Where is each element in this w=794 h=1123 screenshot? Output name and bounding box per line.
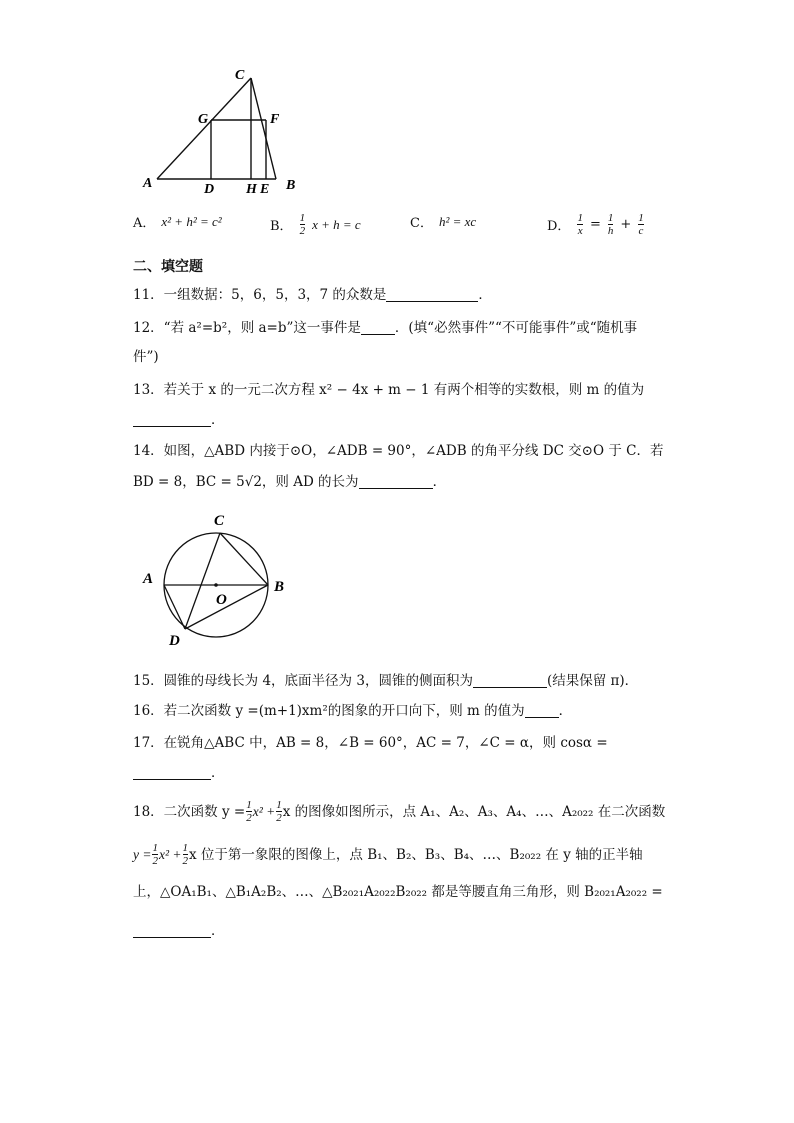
question-18-line4 xyxy=(133,921,225,941)
q14-text: BD = 8，BC = 5√2，则 AD 的长为 xyxy=(133,474,359,490)
q12-text-end: ．(填“必然事件”“不可能事件”或“随机事 xyxy=(394,320,638,336)
q18-line2-mid1: x² + xyxy=(158,846,182,862)
question-14-line1: 14．如图，△ABD 内接于⊙O，∠ADB = 90°，∠ADB 的角平分线 DC 交⊙O 于 C．若 xyxy=(133,443,664,459)
option-d-frac1 xyxy=(577,212,583,237)
q18-end: ． xyxy=(211,923,225,939)
triangle-figure xyxy=(140,62,310,202)
question-11 xyxy=(133,285,492,305)
question-17-line2 xyxy=(133,763,225,783)
option-d-frac3 xyxy=(638,212,644,237)
option-d-frac3-den: c xyxy=(638,225,644,237)
q18-frac3-den: 2 xyxy=(152,855,158,867)
question-18-line1 xyxy=(133,799,665,824)
label-d: D xyxy=(204,182,215,197)
q18-frac4 xyxy=(183,842,189,867)
q18-line2-mid2: x 位于第一象限的图像上，点 B₁、B₂、B₃、B₄、…、B₂₀₂₂ 在 y 轴的正半轴 xyxy=(189,846,643,863)
q18-frac3 xyxy=(152,842,158,867)
label-a: A xyxy=(143,176,153,191)
label-a2: A xyxy=(143,571,154,587)
center-point xyxy=(214,583,218,587)
option-d-frac2-den: h xyxy=(607,225,614,237)
q11-text: 11．一组数据：5，6，5，3，7 的众数是 xyxy=(133,287,387,303)
option-b-fraction xyxy=(300,212,306,237)
option-d-eq: = xyxy=(589,217,601,232)
q18-frac1-num: 1 xyxy=(246,799,252,811)
option-d-letter: D． xyxy=(547,219,571,234)
question-13-line1: 13．若关于 x 的一元二次方程 x² − 4x + m − 1 有两个相等的实数根，则 m 的值为 xyxy=(133,382,645,398)
question-13-line2 xyxy=(133,410,225,430)
side-cb xyxy=(251,78,276,179)
q18-frac1-den: 2 xyxy=(246,812,252,824)
question-17-line1: 17．在锐角△ABC 中，AB = 8，∠B = 60°，AC = 7，∠C = α，则 cosα = xyxy=(133,735,608,751)
option-b-letter: B． xyxy=(270,219,293,234)
label-f: F xyxy=(270,112,280,127)
q15-blank xyxy=(473,673,547,688)
q18-frac4-den: 2 xyxy=(182,855,189,867)
q18-frac4-num: 1 xyxy=(182,842,189,854)
question-12-line1 xyxy=(133,318,637,338)
q14-blank xyxy=(359,474,433,489)
circle-figure xyxy=(138,505,298,655)
q12-text: 12．“若 a²=b²，则 a=b”这一事件是 xyxy=(133,320,361,336)
option-d-plus: + xyxy=(620,217,632,232)
option-d-frac2-num: 1 xyxy=(607,212,614,224)
option-a-letter: A． xyxy=(133,216,156,231)
option-b-num: 1 xyxy=(299,212,306,224)
label-d2: D xyxy=(169,633,180,649)
label-g: G xyxy=(198,112,209,127)
option-d-frac1-num: 1 xyxy=(577,212,583,224)
q18-frac2 xyxy=(276,799,282,824)
q15-text: 15．圆锥的母线长为 4，底面半径为 3，圆锥的侧面积为 xyxy=(133,673,473,689)
option-a xyxy=(133,212,222,231)
option-d-frac2 xyxy=(608,212,614,237)
question-15 xyxy=(133,671,638,691)
label-c2: C xyxy=(214,513,225,529)
q18-frac2-num: 1 xyxy=(276,799,282,811)
q16-end: ． xyxy=(558,703,573,719)
q17-end: ． xyxy=(211,765,225,781)
label-h: H xyxy=(246,182,257,197)
q15-end: (结果保留 π)． xyxy=(546,673,639,689)
option-c-letter: C． xyxy=(410,216,433,231)
label-b2: B xyxy=(274,579,285,595)
label-o: O xyxy=(216,592,227,608)
q16-text: 16．若二次函数 y =(m+1)xm²的图象的开口向下，则 m 的值为 xyxy=(133,703,525,719)
q14-end: ． xyxy=(432,474,447,490)
question-16 xyxy=(133,701,572,721)
q18-line1-pre: 18．二次函数 y = xyxy=(133,803,246,820)
q13-blank xyxy=(133,412,211,427)
side-ac xyxy=(157,78,251,179)
option-c xyxy=(410,212,476,231)
option-c-expr: h² = xc xyxy=(438,213,477,229)
option-a-expr: x² + h² = c² xyxy=(161,213,222,229)
q18-line1-mid1: x² + xyxy=(252,803,276,819)
q17-blank xyxy=(133,765,211,780)
option-d-frac3-num: 1 xyxy=(638,212,644,224)
option-b-expr: x + h = c xyxy=(312,216,361,232)
option-b xyxy=(270,212,361,237)
q18-frac2-den: 2 xyxy=(276,812,282,824)
q16-blank xyxy=(525,703,559,718)
q18-frac3-num: 1 xyxy=(152,842,158,854)
option-d xyxy=(547,212,645,237)
label-e: E xyxy=(260,182,270,197)
question-12-line2: 件”) xyxy=(133,349,159,365)
q11-blank xyxy=(386,287,478,302)
label-b: B xyxy=(286,178,296,193)
q13-end: ． xyxy=(211,412,225,428)
q18-line2-pre: y = xyxy=(133,846,152,862)
q12-blank xyxy=(361,320,395,335)
question-18-line2 xyxy=(133,842,643,867)
chord-dc xyxy=(185,533,220,629)
q18-frac1 xyxy=(246,799,252,824)
q11-end: ． xyxy=(478,287,492,303)
option-b-den: 2 xyxy=(299,225,306,237)
q18-line1-mid2: x 的图像如图所示，点 A₁、A₂、A₃、A₄、…、A₂₀₂₂ 在二次函数 xyxy=(282,803,666,820)
question-18-line3: 上，△OA₁B₁、△B₁A₂B₂、…、△B₂₀₂₁A₂₀₂₂B₂₀₂₂ 都是等腰直角三角形，则 B₂₀₂₁A₂₀₂₂ = xyxy=(133,884,663,900)
q18-blank xyxy=(133,923,211,938)
option-d-frac1-den: x xyxy=(577,225,583,237)
question-14-line2 xyxy=(133,472,446,492)
section-title: 二、填空题 xyxy=(133,259,203,275)
label-c: C xyxy=(235,68,245,83)
chord-ad xyxy=(164,585,185,629)
